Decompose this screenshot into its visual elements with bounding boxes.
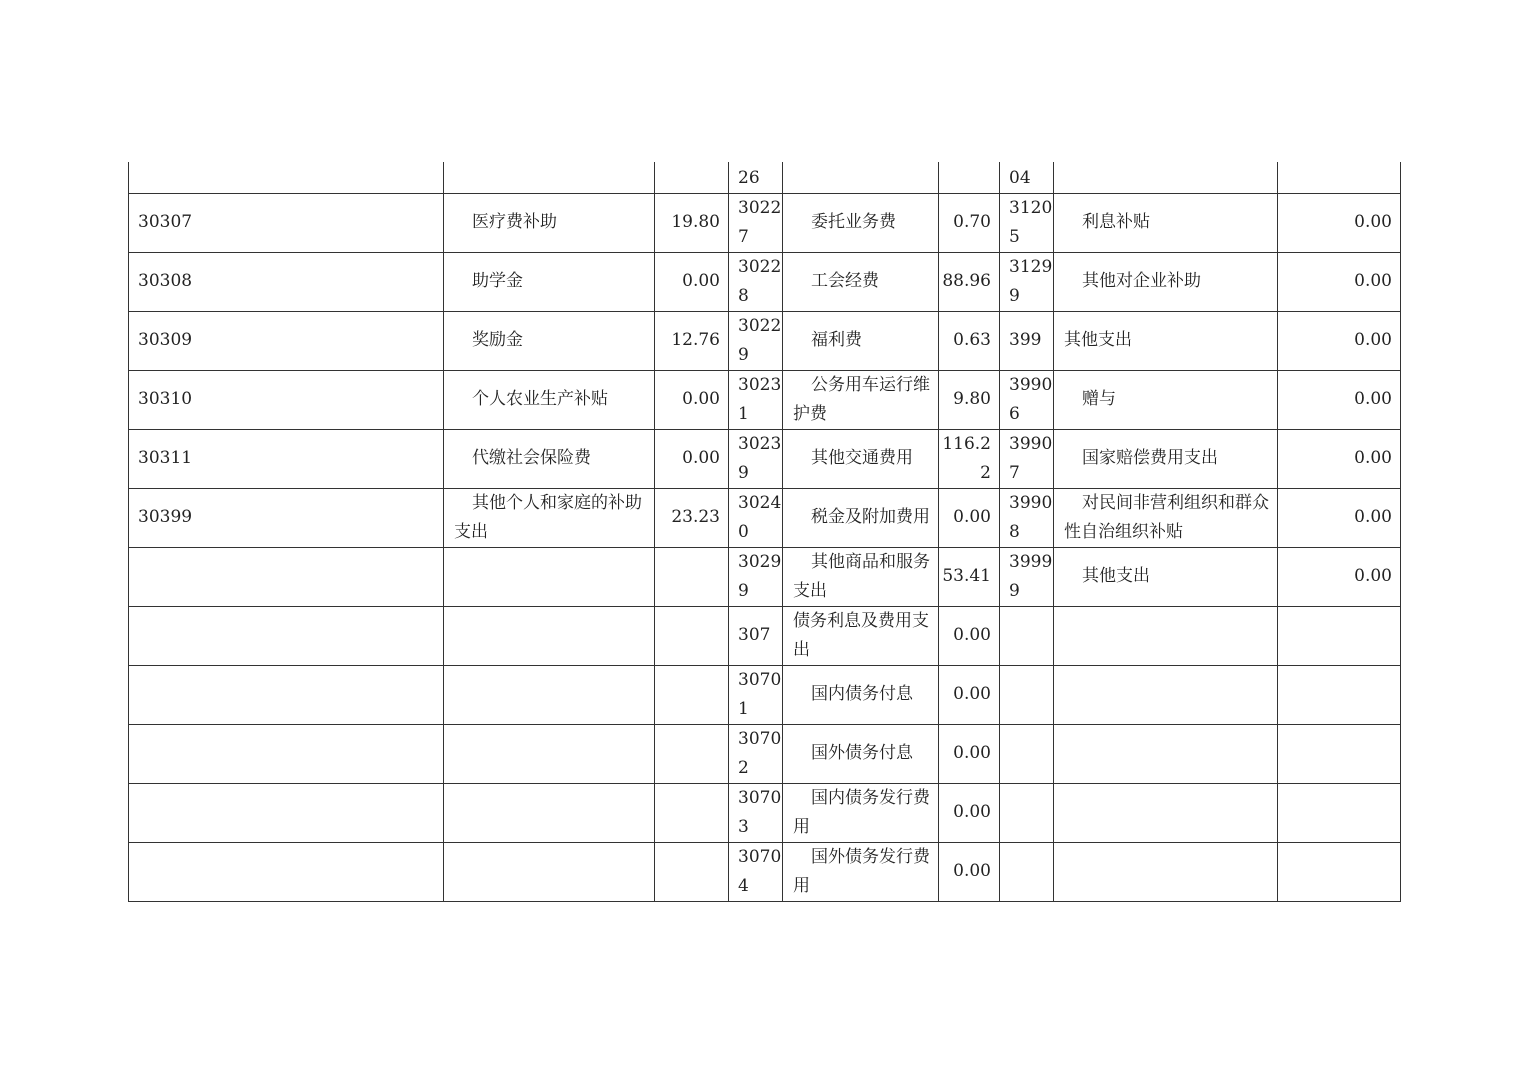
amount-cell: 9.80 xyxy=(939,370,1000,429)
code-cell: 30702 xyxy=(729,724,783,783)
code-cell: 30703 xyxy=(729,783,783,842)
table-row xyxy=(129,665,1401,724)
item-name-cell xyxy=(1054,665,1278,724)
amount-cell xyxy=(1278,606,1401,665)
table-row xyxy=(129,488,1401,547)
item-name-cell: 工会经费 xyxy=(783,252,939,311)
amount-cell: 0.00 xyxy=(939,724,1000,783)
code-cell: 30311 xyxy=(129,429,444,488)
amount-cell: 0.00 xyxy=(1278,370,1401,429)
item-name-cell: 助学金 xyxy=(444,252,655,311)
budget-table xyxy=(128,162,1401,902)
code-cell xyxy=(129,606,444,665)
item-name-cell: 国外债务发行费用 xyxy=(783,842,939,901)
item-name-cell xyxy=(444,842,655,901)
amount-cell: 0.00 xyxy=(939,842,1000,901)
item-name-cell xyxy=(444,606,655,665)
item-name-cell: 税金及附加费用 xyxy=(783,488,939,547)
item-name-cell xyxy=(444,783,655,842)
amount-cell xyxy=(1278,665,1401,724)
item-name-cell: 其他支出 xyxy=(1054,547,1278,606)
item-name-cell: 债务利息及费用支出 xyxy=(783,606,939,665)
code-cell: 39907 xyxy=(1000,429,1054,488)
code-cell: 04 xyxy=(1000,162,1054,193)
item-name-cell: 个人农业生产补贴 xyxy=(444,370,655,429)
code-cell: 30309 xyxy=(129,311,444,370)
code-cell: 30704 xyxy=(729,842,783,901)
amount-cell xyxy=(1278,842,1401,901)
table-row xyxy=(129,370,1401,429)
amount-cell: 0.00 xyxy=(655,370,729,429)
item-name-cell: 其他个人和家庭的补助支出 xyxy=(444,488,655,547)
amount-cell xyxy=(1278,162,1401,193)
table-row xyxy=(129,547,1401,606)
code-cell: 30310 xyxy=(129,370,444,429)
table-row xyxy=(129,162,1401,193)
table-row xyxy=(129,724,1401,783)
amount-cell: 19.80 xyxy=(655,193,729,252)
amount-cell: 0.63 xyxy=(939,311,1000,370)
amount-cell: 0.00 xyxy=(939,665,1000,724)
item-name-cell xyxy=(444,162,655,193)
amount-cell: 0.00 xyxy=(1278,547,1401,606)
amount-cell xyxy=(655,842,729,901)
code-cell: 30701 xyxy=(729,665,783,724)
item-name-cell: 其他支出 xyxy=(1054,311,1278,370)
amount-cell xyxy=(655,724,729,783)
amount-cell xyxy=(655,162,729,193)
code-cell xyxy=(129,162,444,193)
amount-cell: 0.70 xyxy=(939,193,1000,252)
item-name-cell: 对民间非营利组织和群众性自治组织补贴 xyxy=(1054,488,1278,547)
item-name-cell: 国家赔偿费用支出 xyxy=(1054,429,1278,488)
item-name-cell: 国外债务付息 xyxy=(783,724,939,783)
amount-cell: 0.00 xyxy=(1278,311,1401,370)
code-cell: 30229 xyxy=(729,311,783,370)
code-cell: 30240 xyxy=(729,488,783,547)
code-cell xyxy=(129,547,444,606)
amount-cell: 0.00 xyxy=(939,606,1000,665)
code-cell: 31299 xyxy=(1000,252,1054,311)
code-cell: 30308 xyxy=(129,252,444,311)
code-cell xyxy=(1000,724,1054,783)
amount-cell xyxy=(655,783,729,842)
table-row xyxy=(129,429,1401,488)
amount-cell: 23.23 xyxy=(655,488,729,547)
code-cell: 39908 xyxy=(1000,488,1054,547)
table-row xyxy=(129,606,1401,665)
item-name-cell xyxy=(444,665,655,724)
amount-cell: 0.00 xyxy=(655,252,729,311)
amount-cell: 0.00 xyxy=(1278,252,1401,311)
code-cell: 30231 xyxy=(729,370,783,429)
item-name-cell: 赠与 xyxy=(1054,370,1278,429)
code-cell: 307 xyxy=(729,606,783,665)
item-name-cell xyxy=(444,724,655,783)
amount-cell xyxy=(1278,724,1401,783)
code-cell xyxy=(129,724,444,783)
code-cell: 30299 xyxy=(729,547,783,606)
code-cell: 30227 xyxy=(729,193,783,252)
code-cell: 399 xyxy=(1000,311,1054,370)
table-row xyxy=(129,252,1401,311)
amount-cell xyxy=(655,606,729,665)
code-cell: 31205 xyxy=(1000,193,1054,252)
amount-cell: 88.96 xyxy=(939,252,1000,311)
code-cell xyxy=(1000,665,1054,724)
item-name-cell xyxy=(444,547,655,606)
amount-cell: 0.00 xyxy=(939,783,1000,842)
item-name-cell: 国内债务付息 xyxy=(783,665,939,724)
item-name-cell xyxy=(783,162,939,193)
code-cell xyxy=(129,842,444,901)
amount-cell xyxy=(655,547,729,606)
code-cell xyxy=(1000,783,1054,842)
code-cell: 26 xyxy=(729,162,783,193)
amount-cell: 0.00 xyxy=(1278,193,1401,252)
code-cell: 30239 xyxy=(729,429,783,488)
amount-cell: 0.00 xyxy=(939,488,1000,547)
item-name-cell: 委托业务费 xyxy=(783,193,939,252)
amount-cell xyxy=(1278,783,1401,842)
code-cell xyxy=(129,665,444,724)
code-cell xyxy=(1000,606,1054,665)
code-cell xyxy=(1000,842,1054,901)
item-name-cell: 其他对企业补助 xyxy=(1054,252,1278,311)
amount-cell xyxy=(655,665,729,724)
item-name-cell: 医疗费补助 xyxy=(444,193,655,252)
item-name-cell: 其他交通费用 xyxy=(783,429,939,488)
table-row xyxy=(129,193,1401,252)
table-row xyxy=(129,311,1401,370)
amount-cell: 116.22 xyxy=(939,429,1000,488)
table-row xyxy=(129,842,1401,901)
item-name-cell: 福利费 xyxy=(783,311,939,370)
amount-cell xyxy=(939,162,1000,193)
item-name-cell: 代缴社会保险费 xyxy=(444,429,655,488)
amount-cell: 0.00 xyxy=(1278,488,1401,547)
item-name-cell xyxy=(1054,162,1278,193)
item-name-cell: 利息补贴 xyxy=(1054,193,1278,252)
item-name-cell: 奖励金 xyxy=(444,311,655,370)
item-name-cell xyxy=(1054,842,1278,901)
amount-cell: 0.00 xyxy=(1278,429,1401,488)
table-row xyxy=(129,783,1401,842)
item-name-cell: 其他商品和服务支出 xyxy=(783,547,939,606)
item-name-cell xyxy=(1054,724,1278,783)
amount-cell: 53.41 xyxy=(939,547,1000,606)
amount-cell: 12.76 xyxy=(655,311,729,370)
item-name-cell: 公务用车运行维护费 xyxy=(783,370,939,429)
code-cell: 39906 xyxy=(1000,370,1054,429)
amount-cell: 0.00 xyxy=(655,429,729,488)
item-name-cell: 国内债务发行费用 xyxy=(783,783,939,842)
code-cell: 30228 xyxy=(729,252,783,311)
item-name-cell xyxy=(1054,783,1278,842)
code-cell: 39999 xyxy=(1000,547,1054,606)
item-name-cell xyxy=(1054,606,1278,665)
code-cell xyxy=(129,783,444,842)
code-cell: 30399 xyxy=(129,488,444,547)
code-cell: 30307 xyxy=(129,193,444,252)
